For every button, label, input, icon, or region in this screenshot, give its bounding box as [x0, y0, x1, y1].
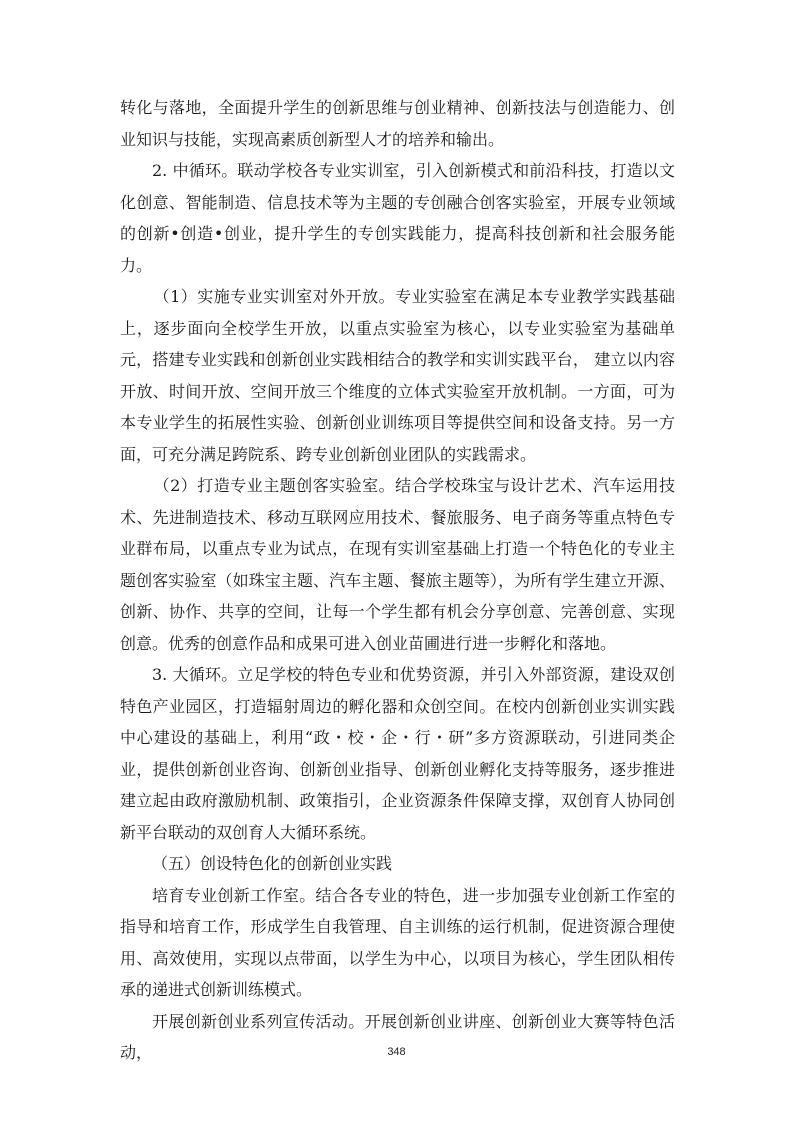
paragraph-innovation-studio: 培育专业创新工作室。结合各专业的特色，进一步加强专业创新工作室的指导和培育工作，形成学生自我管理、自主训练的运行机制，促进资源合理使用、高效使用，实现以点带面，以学生为中心，以项目为核心，学生团队相传承的递进式创新训练模式。	[120, 885, 675, 999]
paragraph-lab-opening: （1）实施专业实训室对外开放。专业实验室在满足本专业教学实践基础上，逐步面向全校学生开放，以重点实验室为核心，以专业实验室为基础单元，搭建专业实践和创新创业实践相结合的教学和实训实践平台， 建立以内容开放、时间开放、空间开放三个维度的立体式实验室开放机制。一方面，可为本专业学生的拓展性实验、创新创业训练项目等提供空间和设备支持。另一方面，可充分满足跨院系、跨专业创新创业团队的实践需求。	[120, 287, 675, 464]
paragraph-continuation: 转化与落地，全面提升学生的创新思维与创业精神、创新技法与创造能力、创业知识与技能，实现高素质创新型人才的培养和输出。	[120, 98, 675, 149]
paragraph-maker-lab: （2）打造专业主题创客实验室。结合学校珠宝与设计艺术、汽车运用技术、先进制造技术、移动互联网应用技术、餐旅服务、电子商务等重点特色专业群布局，以重点专业为试点，在现有实训室基础上打造一个特色化的专业主题创客实验室（如珠宝主题、汽车主题、餐旅主题等），为所有学生建立开源、创新、协作、共享的空间，让每一个学生都有机会分享创意、完善创意、实现创意。优秀的创意作品和成果可进入创业苗圃进行进一步孵化和落地。	[120, 476, 675, 653]
paragraph-large-cycle: 3. 大循环。立足学校的特色专业和优势资源，并引入外部资源，建设双创特色产业园区，打造辐射周边的孵化器和众创空间。在校内创新创业实训实践中心建设的基础上，利用“政・校・企・行・研”多方资源联动，引进同类企业，提供创新创业咨询、创新创业指导、创新创业孵化支持等服务，逐步推进建立起由政府激励机制、政策指引，企业资源条件保障支撑，双创育人协同创新平台联动的双创育人大循环系统。	[120, 665, 675, 842]
body-text	[120, 92, 675, 1069]
section-heading: （五）创设特色化的创新创业实践	[152, 854, 393, 873]
page-number: 348	[387, 1046, 406, 1058]
paragraph-publicity-activities: 开展创新创业系列宣传活动。开展创新创业讲座、创新创业大赛等特色活动，	[120, 1011, 675, 1062]
paragraph-middle-cycle: 2. 中循环。联动学校各专业实训室，引入创新模式和前沿科技，打造以文化创意、智能制造、信息技术等为主题的专创融合创客实验室，开展专业领域的创新•创造•创业，提升学生的专创实践能力，提高科技创新和社会服务能力。	[120, 161, 675, 275]
